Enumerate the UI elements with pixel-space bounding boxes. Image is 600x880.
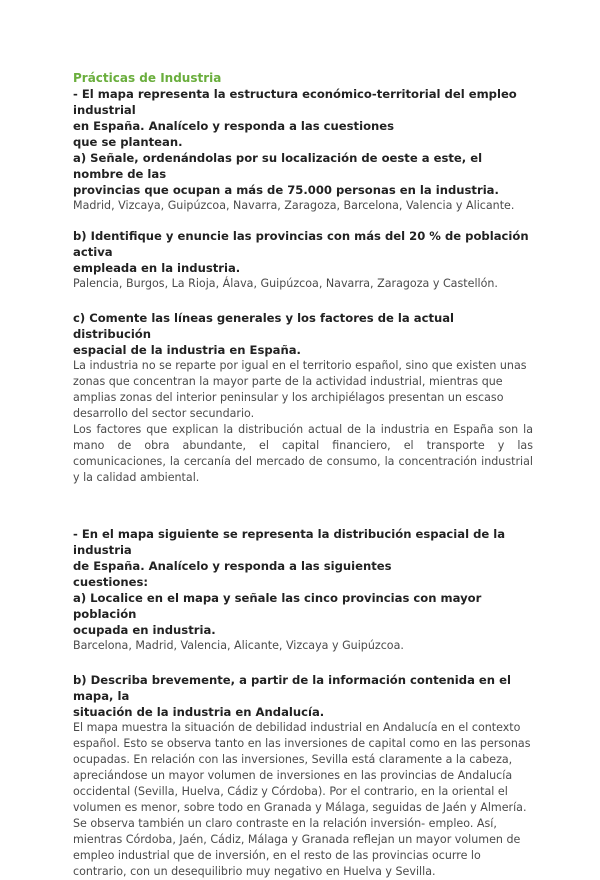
exercise-2-question-b: b) Describa brevemente, a partir de la información contenida en el mapa, la situación de la industria en Andalucía. [73, 673, 511, 719]
exercise-1-intro: - El mapa representa la estructura económico-territorial del empleo industrial en España. Analícelo y responda a las cuestiones que se plantean. [73, 87, 517, 149]
exercise-1-answer-b: Palencia, Burgos, La Rioja, Álava, Guipúzcoa, Navarra, Zaragoza y Castellón. [73, 277, 498, 290]
exercise-2 [73, 526, 533, 880]
exercise-2-answer-a: Barcelona, Madrid, Valencia, Alicante, Vizcaya y Guipúzcoa. [73, 639, 404, 652]
exercise-1-answer-a: Madrid, Vizcaya, Guipúzcoa, Navarra, Zaragoza, Barcelona, Valencia y Alicante. [73, 199, 515, 212]
document-title: Prácticas de Industria [73, 71, 222, 85]
exercise-1-question-b: b) Identifique y enuncie las provincias con más del 20 % de población activa empleada en la industria. [73, 229, 529, 275]
exercise-1-answer-c-paragraph-1: La industria no se reparte por igual en el territorio español, sino que existen unas zonas que concentran la mayor parte de la actividad industrial, mientras que amplias zonas del interior peninsular y los archipiélagos presentan un escaso desarrollo del sector secundario. [73, 359, 527, 420]
exercise-2-answer-b: El mapa muestra la situación de debilidad industrial en Andalucía en el contexto español. Esto se observa tanto en las inversiones de capital como en las personas ocupadas. En relación con las inversiones, Sevilla está claramente a la cabeza, apreciándose un mayor volumen de inversiones en las provincias de Andalucía occidental (Sevilla, Huelva, Cádiz y Córdoba). Por el contrario, en la oriental el volumen es menor, sobre todo en Granada y Málaga, seguidas de Jaén y Almería. Se observa también un claro contraste en la relación inversión- empleo. Así, mientras Córdoba, Jaén, Cádiz, Málaga y Granada reflejan un mayor volumen de empleo industrial que de inversión, en el resto de las provincias ocurre lo contrario, con un desequilibrio muy negativo en Huelva y Sevilla. [73, 721, 531, 878]
exercise-1 [73, 86, 533, 486]
exercise-1-answer-c-paragraph-2: Los factores que explican la distribución actual de la industria en España son la mano de obra abundante, el capital financiero, el transporte y las comunicaciones, la cercanía del mercado de consumo, la concentración industrial y la calidad ambiental. [73, 423, 533, 484]
exercise-1-question-c: c) Comente las líneas generales y los factores de la actual distribución espacial de la industria en España. [73, 311, 455, 357]
exercise-2-intro: - En el mapa siguiente se representa la distribución espacial de la industria de España. Analícelo y responda a las siguientes cuestiones: [73, 527, 506, 589]
document-page [73, 70, 533, 880]
exercise-1-question-a: a) Señale, ordenándolas por su localización de oeste a este, el nombre de las provincias que ocupan a más de 75.000 personas en la industria. [73, 151, 499, 197]
exercise-2-question-a: a) Localice en el mapa y señale las cinco provincias con mayor población ocupada en industria. [73, 591, 482, 637]
